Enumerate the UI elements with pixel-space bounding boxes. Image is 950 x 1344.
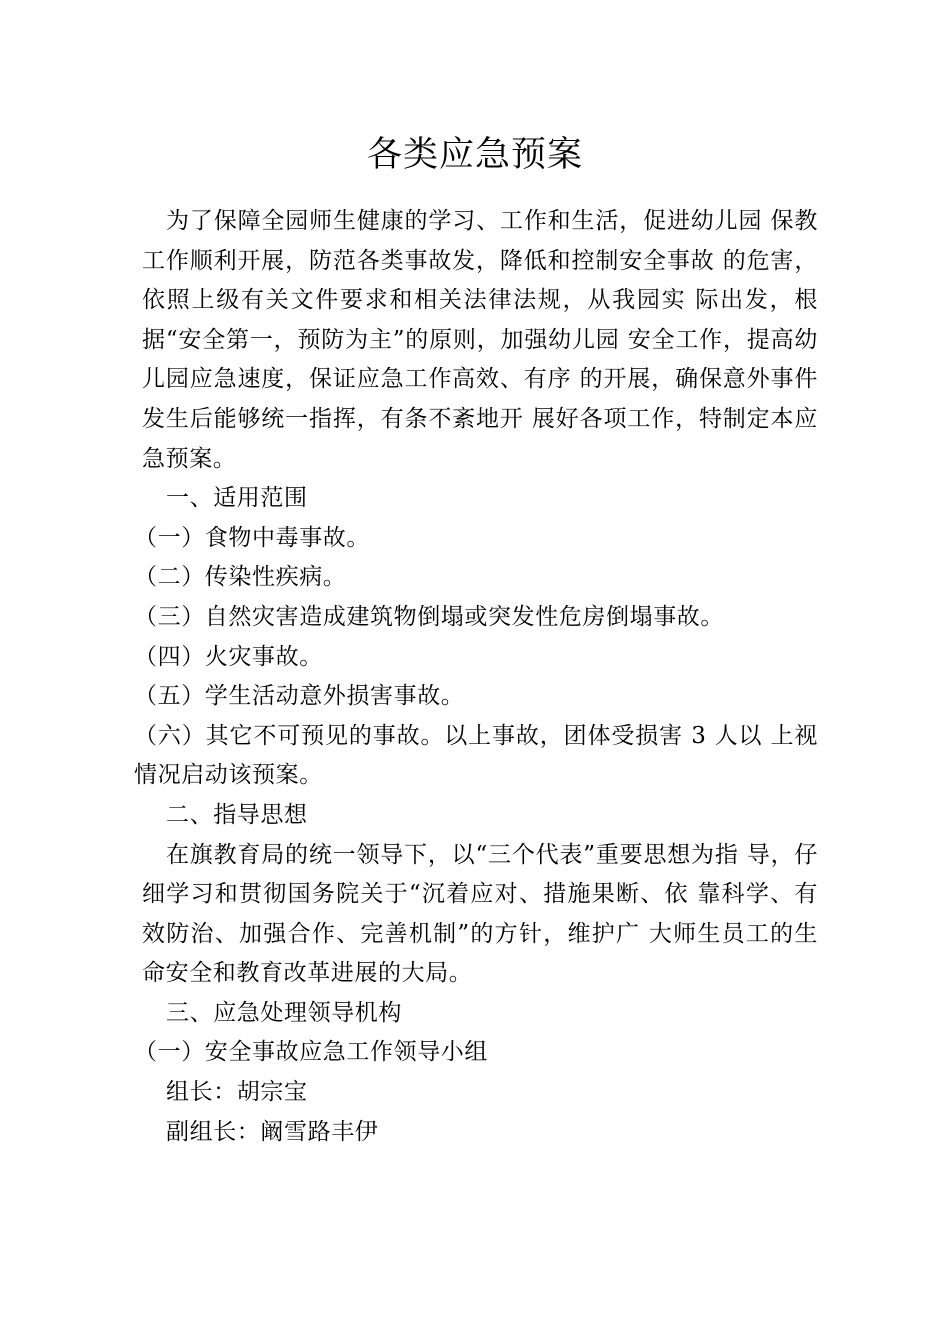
list-item: （三）自然灾害造成建筑物倒塌或突发性危房倒塌事故。 [134,603,724,630]
section-heading-scope: 一、适用范围 [166,485,308,512]
document-title: 各类应急预案 [366,135,583,175]
list-item: （六）其它不可预见的事故。以上事故，团体受损害 3 人以 上视情况启动该预案。 [134,722,818,789]
document-body [134,202,818,1152]
intro-paragraph: 为了保障全园师生健康的学习、工作和生活，促进幼儿园 保教工作顺利开展，防范各类事故发，降低和控制安全事故 的危害，依照上级有关文件要求和相关法律法规，从我园实 际出发，根据“安全第一，预防为主”的原则，加强幼儿园 安全工作，提高幼儿园应急速度，保证应急工作高效、有序 的开展，确保意外事件发生后能够统一指挥，有条不紊地开 展好各项工作，特制定本应急预案。 [142,208,818,472]
section-heading-leadership: 三、应急处理领导机构 [166,999,402,1026]
group-leader: 组长：胡宗宝 [166,1079,308,1106]
list-item: （一）食物中毒事故。 [134,524,370,551]
section-heading-guiding-idea: 二、指导思想 [166,801,308,828]
guiding-idea-paragraph: 在旗教育局的统一领导下，以“三个代表”重要思想为指 导，仔细学习和贯彻国务院关于“沉着应对、措施果断、依 靠科学、有效防治、加强合作、完善机制”的方针，维护广 大师生员工的生命安全和教育改革进展的大局。 [142,841,818,987]
sub-heading-leadership-group: （一）安全事故应急工作领导小组 [134,1039,488,1066]
list-item: （四）火灾事故。 [134,643,323,670]
list-item: （五）学生活动意外损害事故。 [134,683,465,710]
group-deputy-leader: 副组长：阚雪路丰伊 [166,1118,379,1145]
list-item: （二）传染性疾病。 [134,564,347,591]
